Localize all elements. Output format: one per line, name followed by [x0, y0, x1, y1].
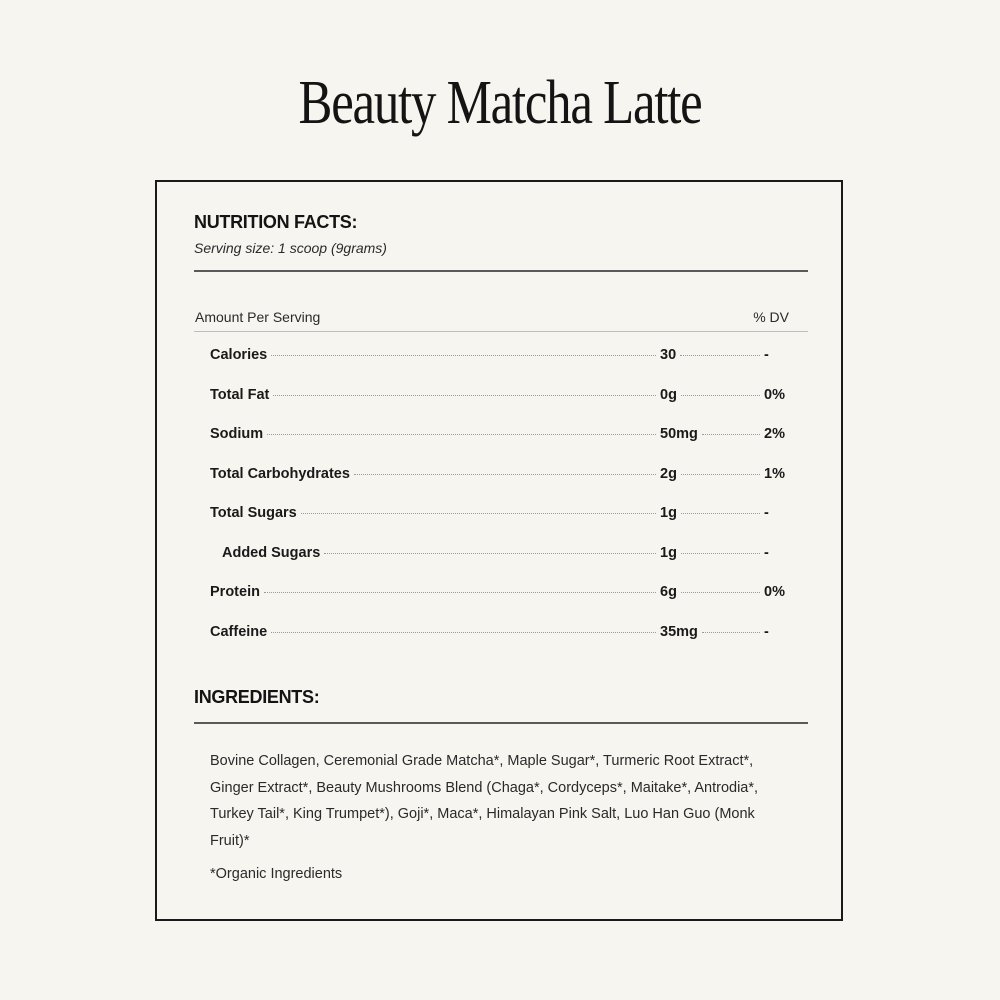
- nutrition-row: [210, 584, 790, 624]
- nutrient-amount: 1g: [660, 544, 677, 561]
- nutrition-rows: [210, 347, 790, 663]
- nutrient-label: Added Sugars: [222, 544, 321, 561]
- nutrient-amount: 2g: [660, 465, 677, 482]
- table-header: [195, 309, 789, 325]
- ingredients-heading: INGREDIENTS:: [194, 687, 320, 707]
- divider: [194, 331, 808, 332]
- nutrition-row: [210, 624, 790, 664]
- dot-leader: [681, 553, 760, 554]
- dot-leader: [681, 395, 760, 396]
- organic-footnote: *Organic Ingredients: [210, 866, 343, 882]
- nutrient-dv: 1%: [764, 465, 785, 482]
- nutrient-label: Total Carbohydrates: [210, 465, 350, 482]
- nutrient-label: Caffeine: [210, 623, 268, 640]
- dv-header: % DV: [753, 309, 789, 325]
- dot-leader: [301, 513, 656, 514]
- nutrient-amount: 1g: [660, 505, 677, 521]
- nutrient-dv: 2%: [764, 426, 785, 442]
- nutrient-amount: 6g: [660, 584, 677, 600]
- nutrition-row: [210, 347, 790, 387]
- nutrition-row: [210, 387, 790, 427]
- dot-leader: [273, 395, 656, 396]
- nutrient-amount: 35mg: [660, 623, 698, 640]
- dot-leader: [271, 355, 656, 356]
- dot-leader: [681, 474, 760, 475]
- nutrient-dv: -: [764, 623, 769, 640]
- dot-leader: [264, 592, 656, 593]
- ingredients-list: Bovine Collagen, Ceremonial Grade Matcha*, Maple Sugar*, Turmeric Root Extract*, Ginger Extract*, Beauty Mushrooms Blend (Chaga*, Cordyceps*, Maitake*, Antrodia*, Turkey Tail*, King Trumpet*), Goji*, Maca*, Himalayan Pink Salt, Luo Han Guo (Monk Fruit)*: [210, 753, 759, 849]
- nutrition-row: [210, 466, 790, 506]
- nutrition-row: [210, 505, 790, 545]
- dot-leader: [681, 592, 760, 593]
- dot-leader: [680, 355, 760, 356]
- dot-leader: [267, 434, 656, 435]
- dot-leader: [702, 434, 760, 435]
- nutrient-dv: -: [764, 347, 769, 363]
- nutrient-label: Calories: [210, 347, 268, 363]
- dot-leader: [681, 513, 760, 514]
- divider: [194, 270, 808, 272]
- nutrient-amount: 50mg: [660, 426, 698, 442]
- dot-leader: [354, 474, 656, 475]
- divider: [194, 722, 808, 724]
- nutrient-dv: -: [764, 505, 769, 521]
- nutrient-label: Sodium: [210, 426, 264, 442]
- page-title: Beauty Matcha Latte: [298, 69, 702, 137]
- nutrient-dv: -: [764, 544, 769, 561]
- nutrient-label: Protein: [210, 584, 260, 600]
- nutrition-panel: [155, 180, 843, 921]
- nutrition-row: [210, 545, 790, 585]
- nutrition-row: [210, 426, 790, 466]
- nutrient-dv: 0%: [764, 386, 785, 403]
- serving-size: Serving size: 1 scoop (9grams): [194, 240, 387, 256]
- nutrient-label: Total Fat: [210, 386, 270, 403]
- nutrition-facts-heading: NUTRITION FACTS:: [194, 212, 358, 232]
- dot-leader: [324, 553, 656, 554]
- amount-per-serving-header: Amount Per Serving: [195, 309, 321, 325]
- nutrient-dv: 0%: [764, 584, 785, 600]
- nutrient-amount: 0g: [660, 386, 677, 403]
- dot-leader: [271, 632, 656, 633]
- nutrient-label: Total Sugars: [210, 505, 297, 521]
- dot-leader: [702, 632, 760, 633]
- nutrient-amount: 30: [660, 347, 677, 363]
